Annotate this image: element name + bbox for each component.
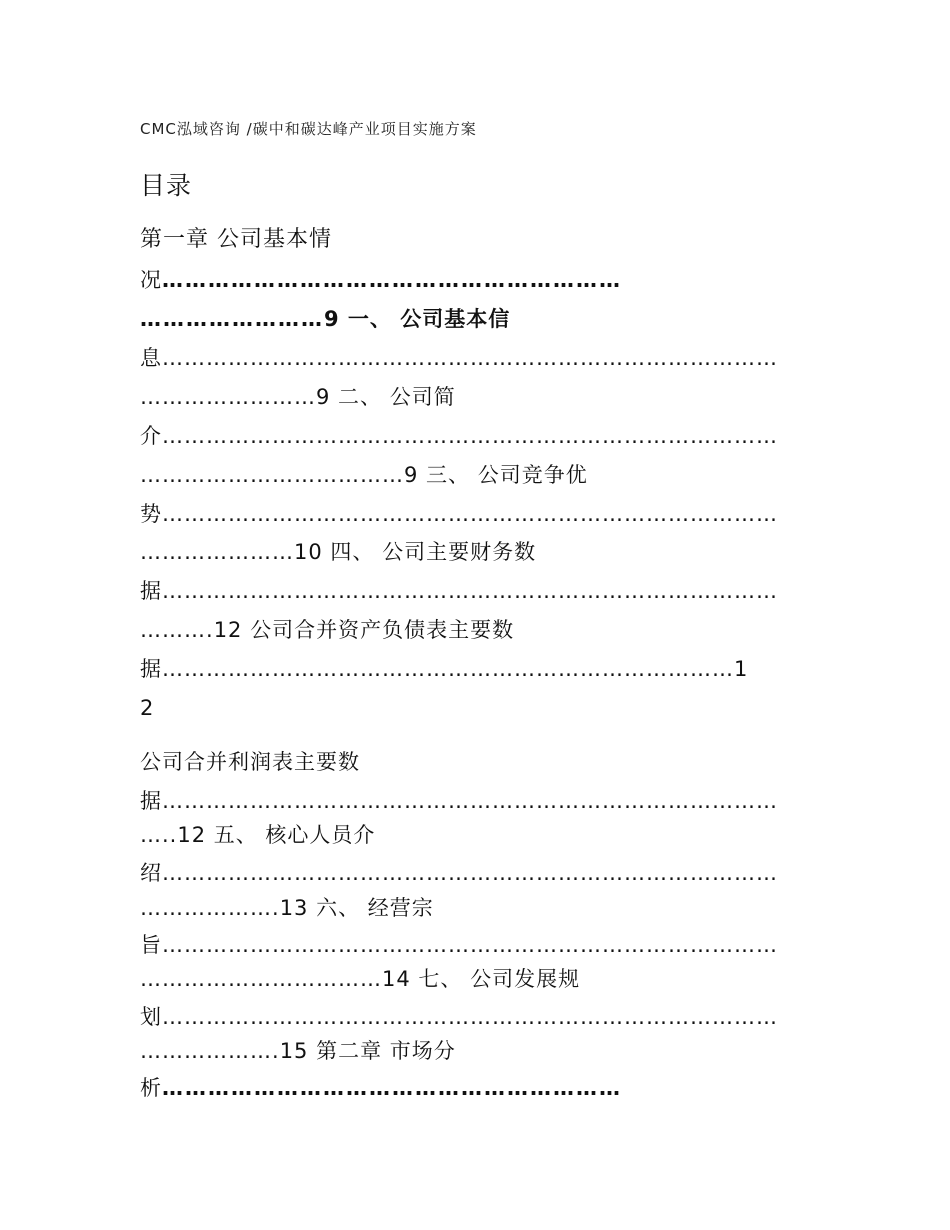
toc-entry-1-4[interactable]: …………………10 四、 公司主要财务数: [140, 540, 537, 564]
toc-entry-income-statement[interactable]: 公司合并利润表主要数: [140, 750, 360, 774]
toc-entry-1-1-leader[interactable]: 息…………………………………………………………………………: [140, 346, 778, 370]
toc-entry-income-statement-leader[interactable]: 据…………………………………………………………………………: [140, 789, 778, 813]
toc-entry-1-2[interactable]: ……………………9 二、 公司简: [140, 385, 456, 409]
toc-entry-1-3-leader[interactable]: 势…………………………………………………………………………: [140, 502, 778, 526]
toc-entry-1-6-leader[interactable]: 旨…………………………………………………………………………: [140, 933, 778, 957]
toc-entry-1-3[interactable]: ………………………………9 三、 公司竞争优: [140, 463, 588, 487]
toc-chapter-1-leader[interactable]: 况……………………………………………………: [140, 268, 622, 292]
toc-entry-1-2-leader[interactable]: 介…………………………………………………………………………: [140, 424, 778, 448]
toc-chapter-1-title[interactable]: 第一章 公司基本情: [140, 227, 332, 252]
toc-entry-1-7-leader[interactable]: 划…………………………………………………………………………: [140, 1005, 778, 1029]
toc-entry-balance-sheet-page-tail[interactable]: 2: [140, 696, 155, 720]
toc-entry-balance-sheet-leader[interactable]: 据……………………………………………………………………1: [140, 657, 749, 681]
toc-entry-1-5[interactable]: …..12 五、 核心人员介: [140, 823, 376, 847]
toc-entry-1-6[interactable]: ……………….13 六、 经营宗: [140, 896, 434, 920]
toc-entry-1-1[interactable]: ……………………9 一、 公司基本信: [140, 307, 511, 331]
page-header: CMC泓域咨询 /碳中和碳达峰产业项目实施方案: [140, 120, 477, 138]
toc-chapter-2[interactable]: ……………….15 第二章 市场分: [140, 1039, 456, 1063]
toc-chapter-2-leader[interactable]: 析……………………………………………………: [140, 1076, 622, 1100]
toc-entry-1-5-leader[interactable]: 绍…………………………………………………………………………: [140, 861, 778, 885]
toc-entry-1-7[interactable]: ……………………………14 七、 公司发展规: [140, 967, 581, 991]
toc-entry-1-4-leader[interactable]: 据…………………………………………………………………………: [140, 579, 778, 603]
toc-entry-balance-sheet[interactable]: ……….12 公司合并资产负债表主要数: [140, 618, 515, 642]
toc-title: 目录: [140, 171, 193, 200]
